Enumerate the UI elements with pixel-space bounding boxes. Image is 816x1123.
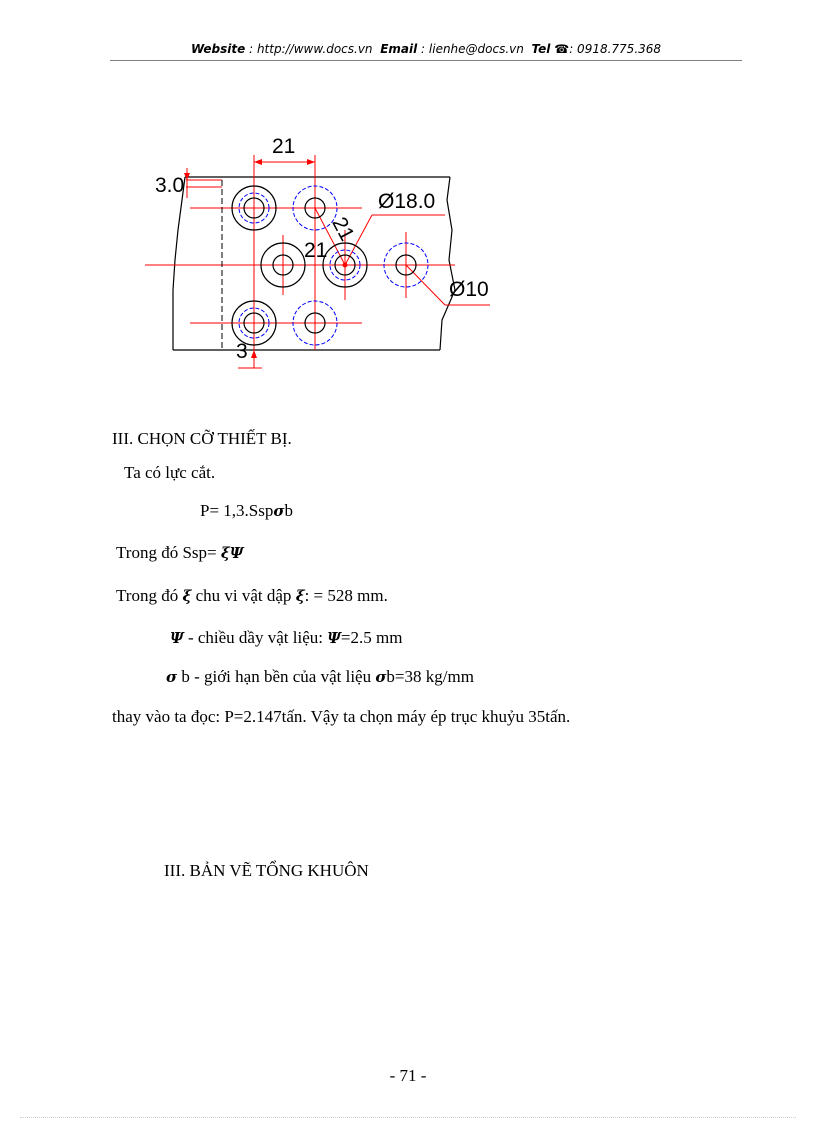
tel-value: : 0918.775.368	[569, 42, 662, 56]
result-text: thay vào ta đọc: P=2.147tấn. Vậy ta chọn máy ép trục khuỷu 35tấn.	[112, 707, 571, 726]
website-label: Website	[190, 42, 246, 56]
psi-symbol: Ψ	[229, 544, 244, 562]
dim-mid-text: 21	[304, 239, 328, 262]
dim-top-text: 21	[272, 135, 296, 158]
section-heading-equipment: III. CHỌN CỠ THIẾT BỊ.	[112, 429, 292, 448]
section-heading-assembly: III. BẢN VẼ TỔNG KHUÔN	[164, 861, 369, 880]
intro-text: Ta có lực cắt.	[124, 463, 216, 482]
sigma-definition: σ b - giới hạn bền của vật liệu σb=38 kg/mm	[166, 667, 474, 686]
force-formula: P= 1,3.Sspσb	[200, 501, 293, 520]
website-value: : http://www.docs.vn	[249, 42, 373, 56]
dim-diameter-small-text: Ø10	[449, 278, 489, 301]
dim-diag-text: 21	[327, 213, 359, 245]
xi-definition: Trong đó ξ chu vi vật dập ξ: = 528 mm.	[116, 586, 388, 605]
xi-symbol: ξ	[220, 544, 230, 562]
psi-definition: Ψ - chiều dầy vật liệu: Ψ=2.5 mm	[170, 628, 403, 647]
die-plate-drawing	[0, 0, 816, 400]
email-value: : lienhe@docs.vn	[421, 42, 524, 56]
page-bottom-border	[20, 1117, 796, 1118]
telephone-icon: ☎	[554, 42, 570, 56]
ssp-definition: Trong đó Ssp= ξΨ	[116, 543, 244, 562]
dim-diameter-large-text: Ø18.0	[378, 190, 436, 213]
dim-bottom-text: 3	[236, 340, 248, 363]
page-number: - 71 -	[389, 1066, 427, 1085]
dim-left-text: 3.0	[155, 174, 185, 197]
email-label: Email	[380, 42, 418, 56]
sigma-symbol: σ	[273, 502, 285, 520]
tel-label: Tel	[531, 42, 551, 56]
